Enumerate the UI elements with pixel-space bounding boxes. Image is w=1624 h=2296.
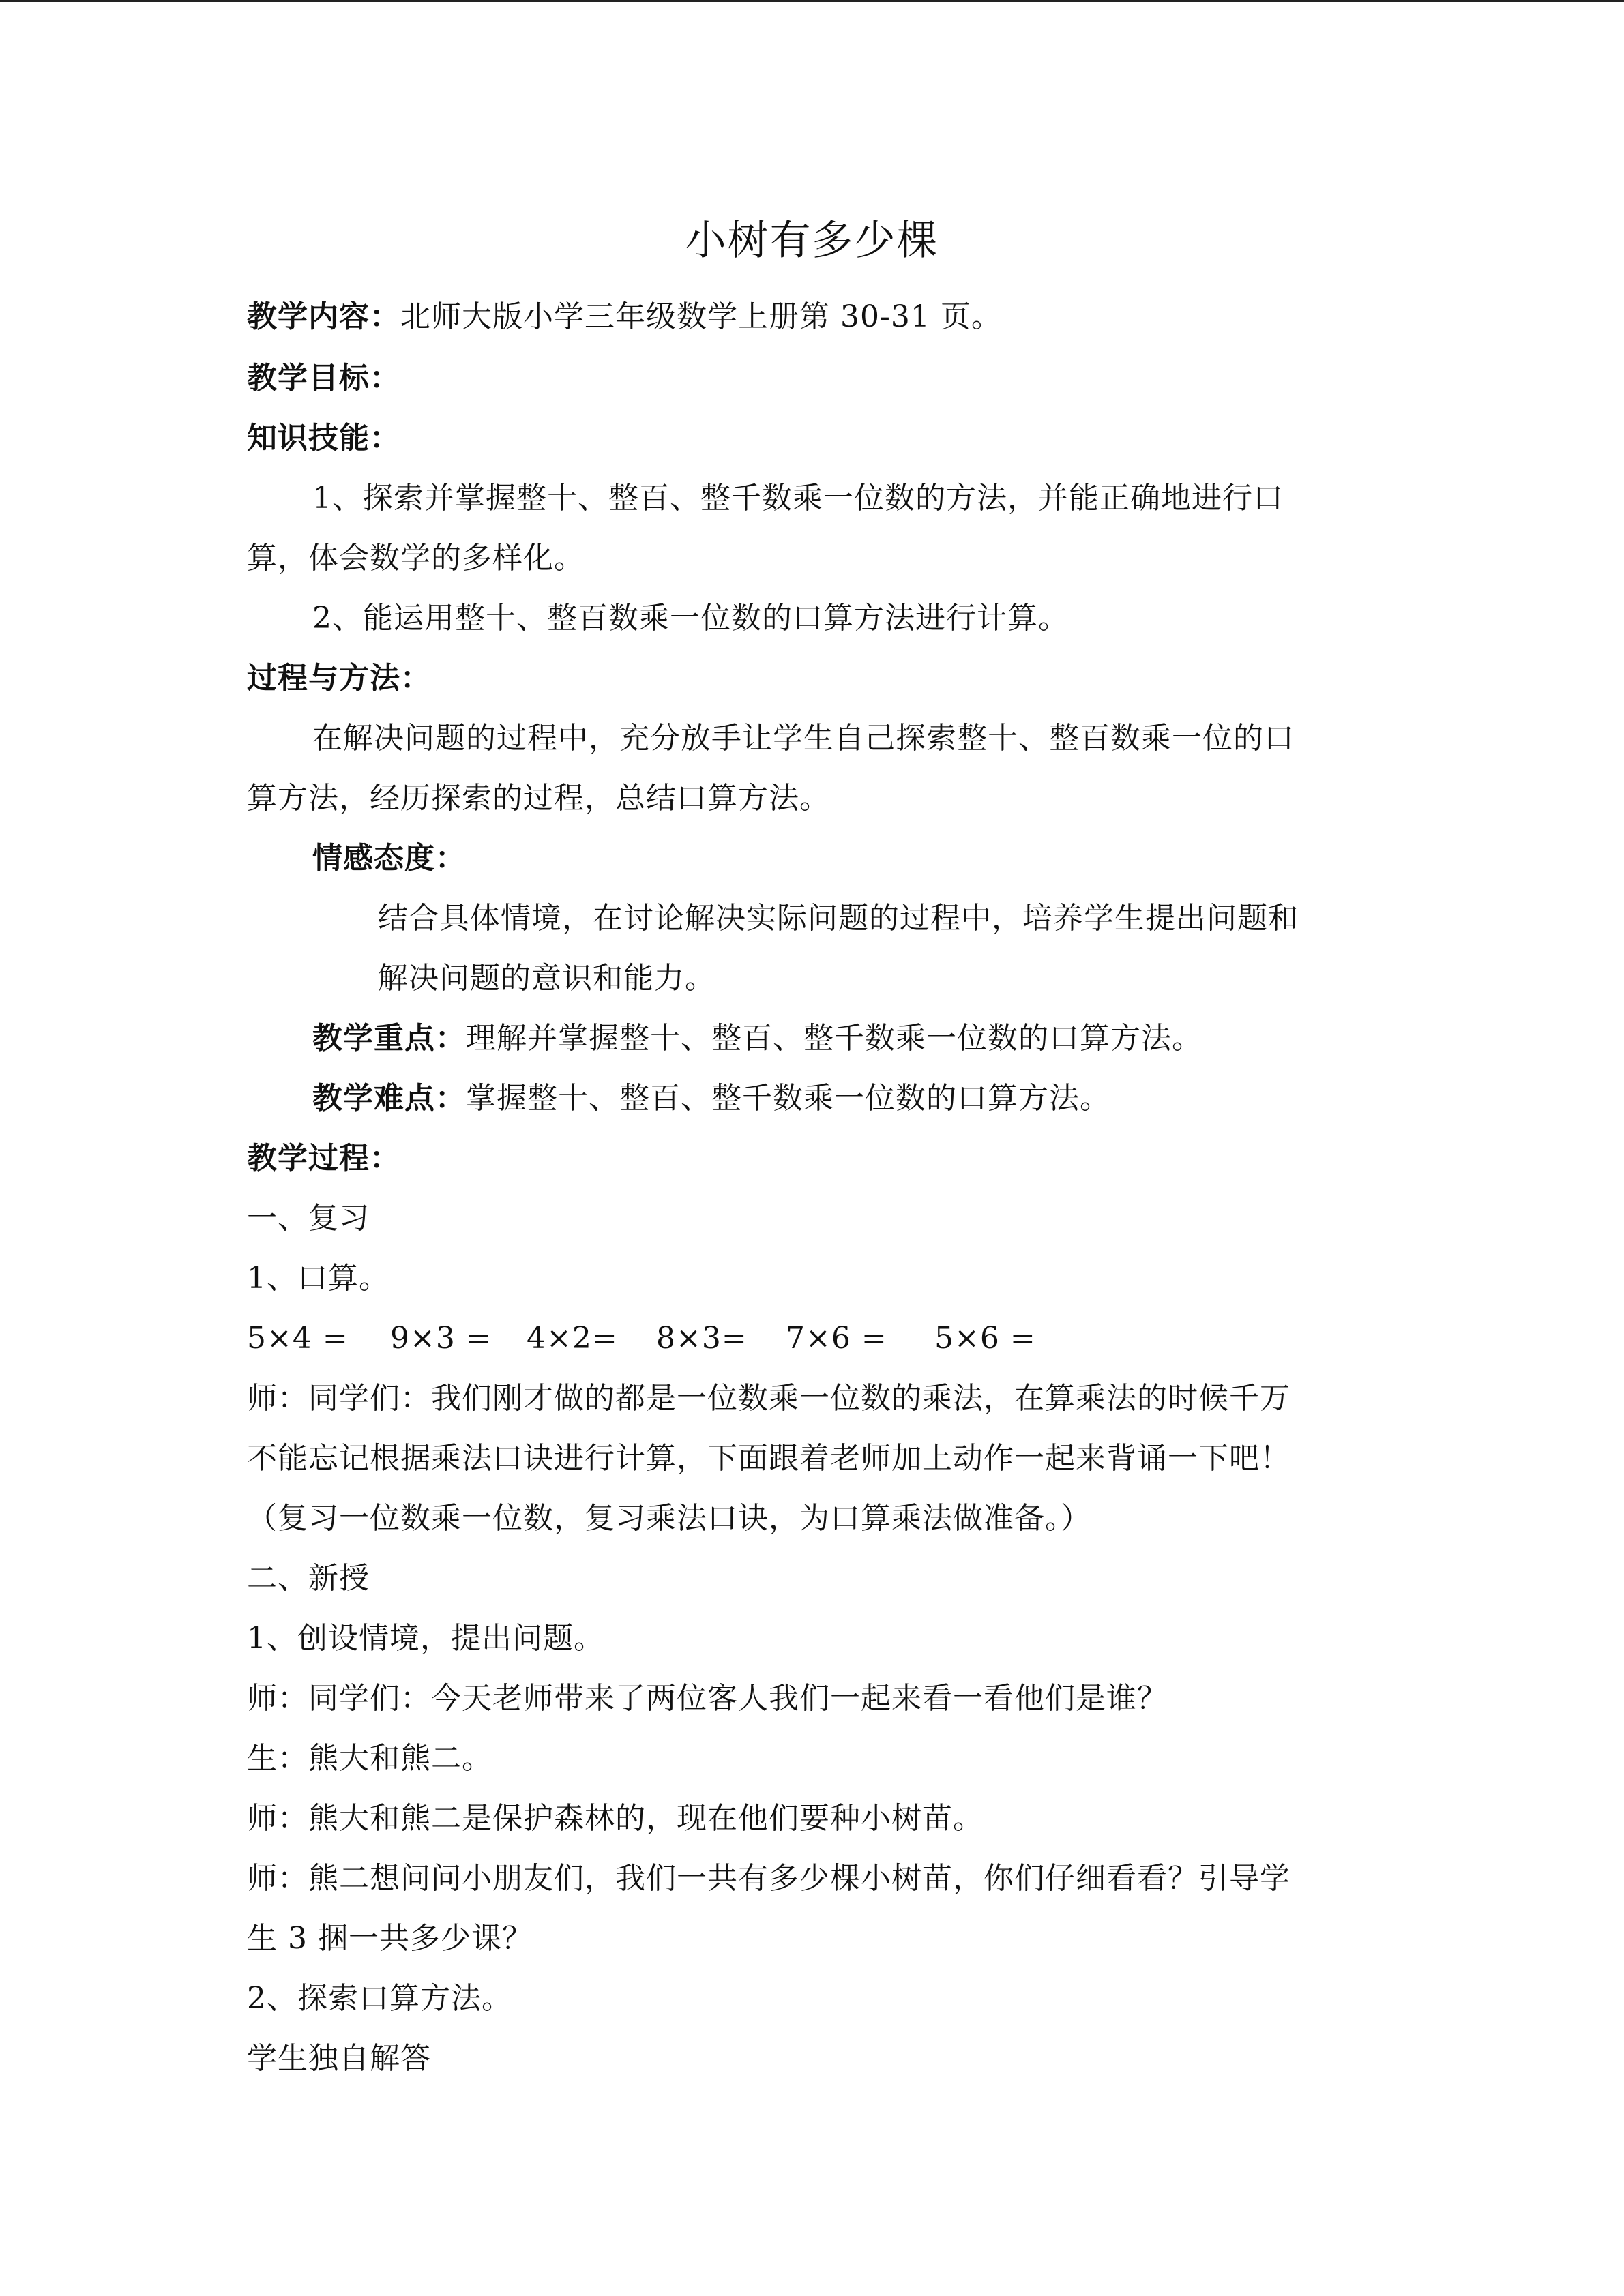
knowledge-item2: 2、能运用整十、整百数乘一位数的口算方法进行计算。 (312, 601, 1069, 636)
independent-answer-line: 学生独自解答 (247, 2041, 431, 2076)
knowledge-item1-line1: 1、探索并掌握整十、整百、整千数乘一位数的方法，并能正确地进行口 (312, 481, 1284, 516)
difficulty-text: 掌握整十、整百、整千数乘一位数的口算方法。 (466, 1081, 1110, 1116)
teacher-line1: 师：同学们：我们刚才做的都是一位数乘一位数的乘法，在算乘法的时候千万 (247, 1381, 1290, 1416)
key-point-label: 教学重点： (312, 1021, 466, 1056)
calc-item: 8×3= (656, 1321, 748, 1356)
difficulty-label: 教学难点： (312, 1081, 466, 1116)
teaching-process-label: 教学过程： (247, 1141, 400, 1176)
dialog-line: 生 3 捆一共多少课？ (247, 1921, 533, 1956)
section2-sub2: 2、探索口算方法。 (247, 1981, 512, 2016)
key-point-text: 理解并掌握整十、整百、整千数乘一位数的口算方法。 (466, 1021, 1202, 1056)
dialog-line: 师：同学们：今天老师带来了两位客人我们一起来看一看他们是谁？ (247, 1681, 1168, 1716)
knowledge-item1-line2: 算，体会数学的多样化。 (247, 541, 585, 576)
document-title: 小树有多少棵 (685, 217, 939, 265)
process-method-label: 过程与方法： (247, 661, 431, 696)
dialog-line: 师：熊大和熊二是保护森林的，现在他们要种小树苗。 (247, 1801, 984, 1836)
calc-item: 9×3 = (390, 1321, 492, 1356)
teacher-line2: 不能忘记根据乘法口诀进行计算，下面跟着老师加上动作一起来背诵一下吧！ (247, 1441, 1290, 1476)
calc-item: 7×6 = (786, 1321, 887, 1356)
section2-sub1: 1、创设情境，提出问题。 (247, 1621, 604, 1656)
difficulty-line (312, 1076, 1110, 1121)
teaching-content-line (247, 295, 1002, 340)
section1-heading: 一、复习 (247, 1201, 370, 1236)
dialog-line: 师：熊二想问问小朋友们，我们一共有多少棵小树苗，你们仔细看看？引导学 (247, 1861, 1290, 1896)
teaching-content-label: 教学内容： (247, 299, 400, 334)
key-point-line (312, 1016, 1202, 1061)
calc-item: 5×6 = (934, 1321, 1036, 1356)
emotion-line1: 结合具体情境，在讨论解决实际问题的过程中，培养学生提出问题和 (378, 901, 1299, 936)
review-note: （复习一位数乘一位数，复习乘法口诀，为口算乘法做准备。） (247, 1501, 1091, 1536)
top-border-line (0, 0, 1624, 2)
calc-item: 4×2= (527, 1321, 618, 1356)
process-method-line1: 在解决问题的过程中，充分放手让学生自己探索整十、整百数乘一位的口 (312, 721, 1295, 756)
dialog-line: 生：熊大和熊二。 (247, 1741, 492, 1776)
teaching-content-text: 北师大版小学三年级数学上册第 30-31 页。 (400, 299, 1002, 334)
knowledge-skills-label: 知识技能： (247, 421, 400, 456)
emotion-attitude-label: 情感态度： (312, 841, 466, 876)
calc-item: 5×4 = (247, 1321, 349, 1356)
oral-calc-row (247, 1316, 1036, 1361)
teaching-goals-label: 教学目标： (247, 361, 400, 396)
section2-heading: 二、新授 (247, 1561, 370, 1596)
process-method-line2: 算方法，经历探索的过程，总结口算方法。 (247, 781, 830, 816)
emotion-line2: 解决问题的意识和能力。 (378, 961, 715, 996)
section1-oral-calc-label: 1、口算。 (247, 1261, 389, 1296)
